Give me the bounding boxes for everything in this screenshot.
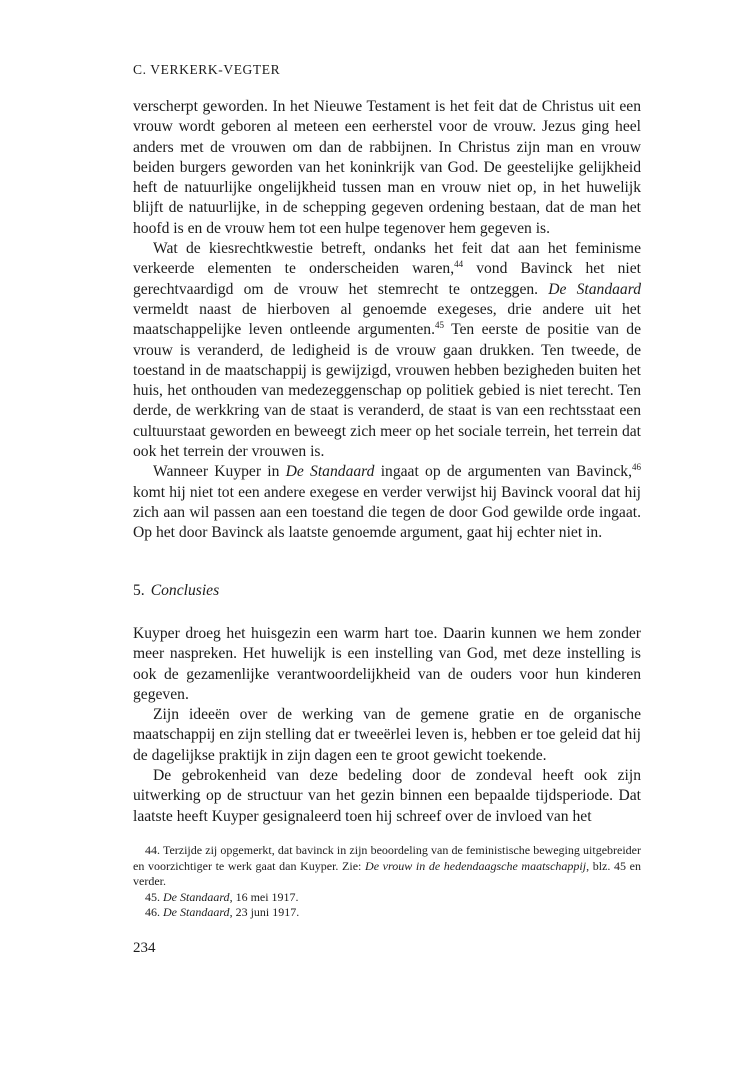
text-run: , 16 mei 1917.	[229, 889, 299, 904]
body-text-upper	[133, 97, 641, 544]
text-run: Kuyper droeg het huisgezin een warm hart toe. Daarin kunnen we hem zonder meer naspreken. Het huwelijk is een instelling van God, met deze instelling is ook de gezamenlijke verantwoordelijkheid van de ouders voor hun kinderen gegeven.	[133, 625, 641, 703]
text-run: 46.	[145, 905, 163, 919]
footnote-ref: 44	[454, 259, 464, 270]
text-run: 45.	[145, 889, 163, 904]
text-run: vond Bavinck het niet gerechtvaardigd om de vrouw het stemrecht te ontzeggen.	[133, 260, 641, 298]
text-run: , blz. 45 en verder.	[133, 858, 641, 888]
text-run: verscherpt geworden. In het Nieuwe Testament is het feit dat de Christus uit een vrouw wordt geboren al meteen een eerherstel voor de vrouw. Jezus ging heel anders met de vrouwen om dan de rabbijnen. In Christus zijn man en vrouw beiden burgers geworden van het koninkrijk van God. De geestelijke gelijkheid heft de natuurlijke ongelijkheid tussen man en vrouw niet op, in het huwelijk blijft de natuurlijke, in de schepping gegeven ordening bestaan, dat de man het hoofd is en de vrouw hem tot een hulpe tegenover hem gegeven is.	[133, 98, 641, 237]
paragraph	[133, 97, 641, 239]
footnote-46	[133, 905, 641, 921]
italic-title: De vrouw in de hedendaagsche maatschappij	[365, 858, 587, 873]
paragraph	[133, 462, 641, 543]
running-head: C. VERKERK-VEGTER	[133, 62, 281, 77]
footnote-45	[133, 890, 641, 906]
paragraph	[133, 766, 641, 827]
text-run: Zijn ideeën over de werking van de gemene gratie en de organische maatschappij en zijn stelling dat er tweeërlei leven is, hebben er toe geleid dat hij de dagelijkse praktijk in zijn dagen een te groot gewicht toekende.	[133, 706, 641, 764]
text-run: Wanneer Kuyper in	[153, 463, 286, 481]
text-run: vermeldt naast de hierboven al genoemde exegeses, drie andere uit het maatschappelijke leven ontleende argumenten.	[133, 300, 641, 339]
section-heading	[133, 582, 219, 600]
text-run: De gebrokenheid van deze bedeling door de zondeval heeft ook zijn uitwerking op de structuur van het gezin binnen een bepaalde tijdsperiode. Dat laatste heeft Kuyper gesignaleerd toen hij schreef over de invloed van het	[133, 767, 641, 825]
italic-title: De Standaard	[285, 463, 375, 481]
text-run: komt hij niet tot een andere exegese en verder verwijst hij Bavinck vooral dat hij zich aan wil passen aan een toestand die tegen de door God gewilde orde ingaat. Op het door Bavinck als laatste genoemde argument, gaat hij echter niet in.	[133, 483, 641, 542]
italic-title: De Standaard	[548, 280, 642, 298]
section-title: Conclusies	[150, 582, 220, 599]
paragraph	[133, 239, 641, 462]
footnote-ref: 46	[632, 462, 641, 473]
text-run: Wat de kiesrechtkwestie betreft, ondanks het feit dat aan het feminisme verkeerde elementen te onderscheiden waren,	[133, 240, 641, 278]
text-run: , 23 juni 1917.	[229, 905, 300, 919]
text-run: 44. Terzijde zij opgemerkt, dat bavinck in zijn beoordeling van de feministische beweging uitgebreider en voorzichtiger te werk gaat dan Kuyper. Zie:	[133, 843, 641, 873]
text-run: Ten eerste de positie van de vrouw is veranderd, de ledigheid is de vrouw gaan drukken. Ten tweede, de toestand in de maatschappij is gewijzigd, vrouwen hebben bezigheden buiten het huis, het onthouden van medezeggenschap op politiek gebied is niet terecht. Ten derde, de werkkring van de staat is veranderd, de staat is van een rechtsstaat een cultuurstaat geworden en beweegt zich meer op het sociale terrein, het terrein dat ook het terrein der vrouwen is.	[133, 321, 642, 461]
footnote-ref: 45	[434, 320, 444, 331]
section-number: 5.	[133, 582, 145, 599]
paragraph	[133, 624, 641, 705]
paragraph	[133, 705, 641, 766]
italic-title: De Standaard	[163, 905, 230, 919]
footnotes	[133, 843, 641, 921]
text-run: ingaat op de argumenten van Bavinck,	[374, 463, 632, 481]
body-text-lower	[133, 624, 641, 827]
page-number: 234	[133, 940, 156, 956]
italic-title: De Standaard	[163, 889, 230, 904]
footnote-44	[133, 843, 641, 890]
